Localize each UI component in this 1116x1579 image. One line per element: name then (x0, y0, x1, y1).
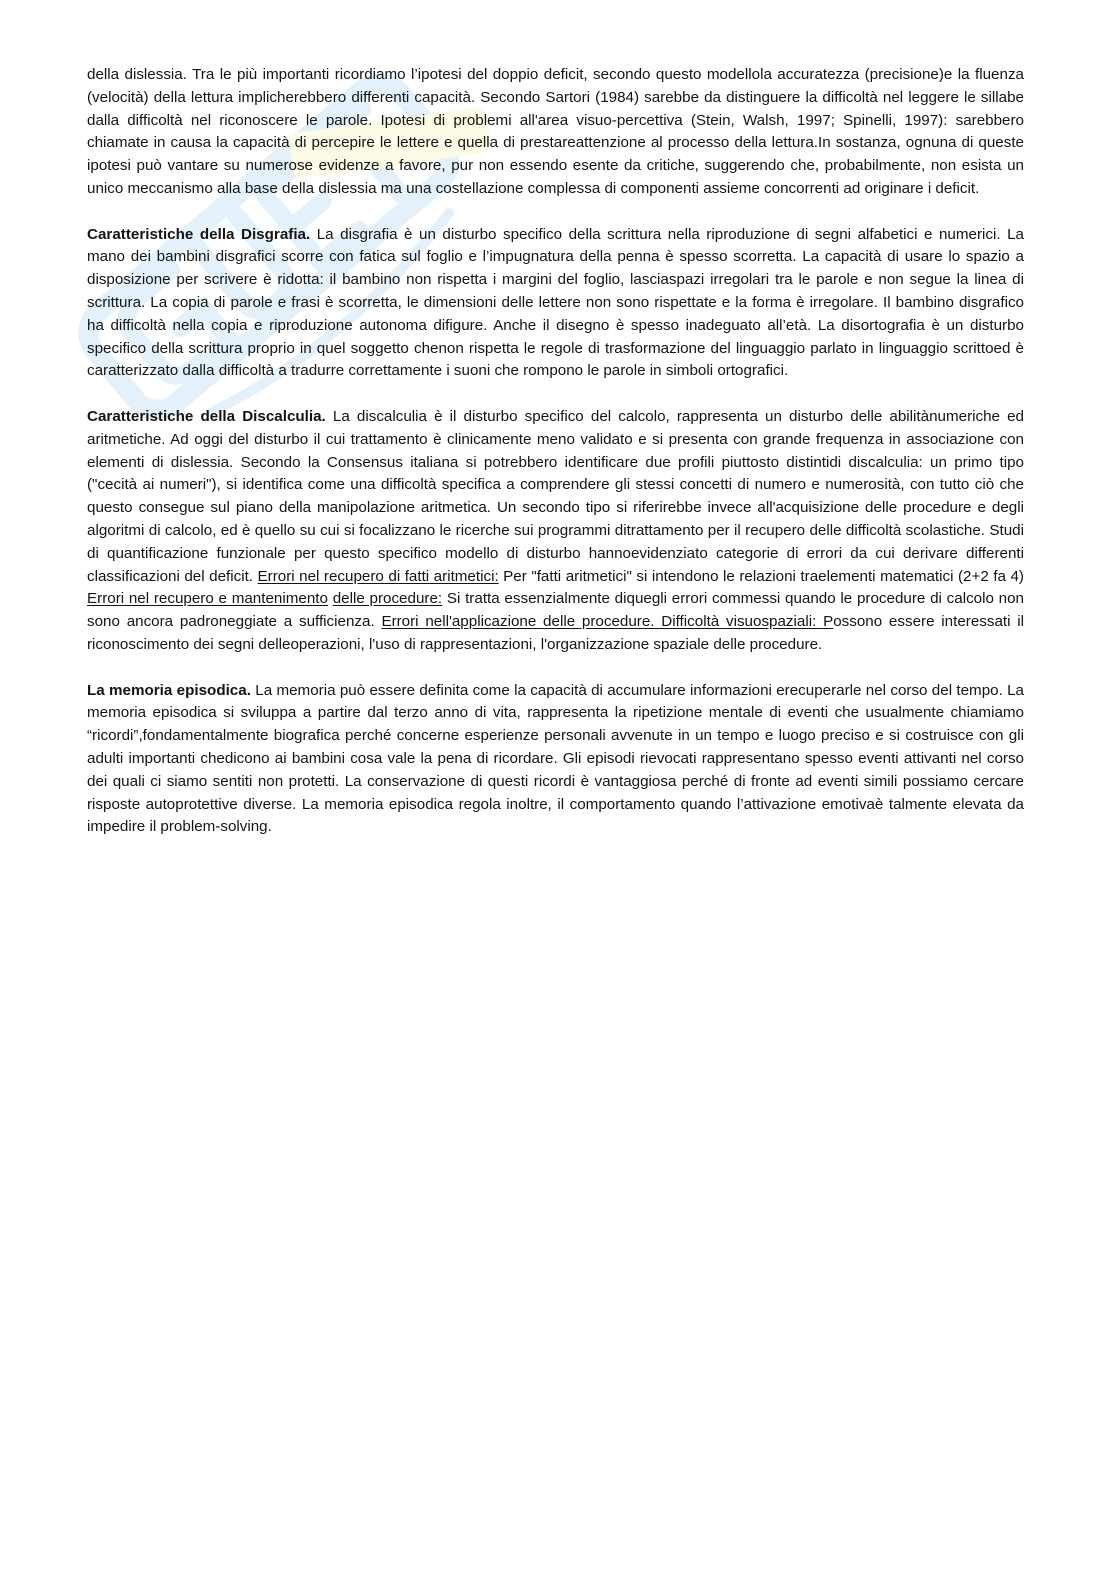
paragraph-dislessia-ipotesi (87, 64, 1024, 201)
section-heading: La memoria episodica. (87, 681, 251, 699)
underlined-term: Errori nell'applicazione delle procedure. Difficoltà visuospaziali: P (381, 613, 834, 631)
body-text: La disgrafia è un disturbo specifico della scrittura nella riproduzione di segni alfabetici e numerici. La mano dei bambini disgrafici scorre con fatica sul foglio e l’impugnatura della penna è spesso scorretta. La capacità di usare lo spazio a disposizione per scrivere è ridotta: il bambino non rispetta i margini del foglio, lasciaspazi irregolari tra le parole e non segue la linea di scrittura. La copia di parole e frasi è scorretta, le dimensioni delle lettere non sono rispettate e la forma è irregolare. Il bambino disgrafico ha difficoltà nella copia e riproduzione autonoma difigure. Anche il disegno è spesso inadeguato all’età. La disortografia è un disturbo specifico della scrittura proprio in quel soggetto chenon rispetta le regole di trasformazione del linguaggio parlato in linguaggio scrittoed è caratterizzato dalla difficoltà a tradurre correttamente i suoni che rompono le parole in simboli ortografici. (87, 225, 1025, 380)
paragraph-disgrafia (87, 224, 1024, 384)
section-heading: Caratteristiche della Discalculia. (87, 407, 326, 425)
underlined-term: Errori nel recupero di fatti aritmetici: (257, 567, 499, 585)
body-text: La discalculia è il disturbo specifico del calcolo, rappresenta un disturbo delle abilitànumeriche ed aritmetiche. Ad oggi del disturbo il cui trattamento è clinicamente meno validato e si presenta con grande frequenza in associazione con elementi di dislessia. Secondo la Consensus italiana si potrebbero identificare due profili piuttosto distintidi discalculia: un primo tipo ("cecità ai numeri"), si identifica come una difficoltà specifica a comprendere gli stessi concetti di numero e numerosità, con tutto ciò che questo consegue sul piano della manipolazione aritmetica. Un secondo tipo si riferirebbe invece all'acquisizione delle procedure e degli algoritmi di calcolo, ed è quello su cui si focalizzano le ricerche sui programmi ditrattamento per il recupero delle difficoltà scolastiche. Studi di quantificazione funzionale per questo specifico modello di disturbo hannoevidenziato categorie di errori da cui derivare differenti classificazioni del deficit. (87, 407, 1024, 585)
body-text: Per "fatti aritmetici" si intendono le relazioni traelementi matematici (2+2 fa 4) (498, 567, 1024, 585)
body-text: ossono essere interessati il riconoscimento dei segni delleoperazioni, l'uso di rappresentazioni, l'organizzazione spaziale delle procedure. (87, 613, 1025, 653)
underlined-term: Errori nel recupero e mantenimento (87, 590, 328, 608)
document-body (87, 64, 1024, 862)
underlined-term: delle procedure: (332, 590, 443, 608)
body-text: La memoria può essere definita come la capacità di accumulare informazioni erecuperarle nel corso del tempo. La memoria episodica si sviluppa a partire dal terzo anno di vita, rappresenta la ripetizione mentale di eventi che usualmente chiamiamo “ricordi”,fondamentalmente biografica perché concerne esperienze personali avvenute in un tempo e luogo preciso e si costruisce con gli adulti importanti chedicono ai bambini cosa vale la pena di ricordare. Gli episodi rievocati rappresentano spesso eventi attivanti nel corso dei quali ci siamo sentiti non protetti. La conservazione di questi ricordi è vantaggiosa perché di fronte ad eventi simili possiamo cercare risposte autoprotettive diverse. La memoria episodica regola inoltre, il comportamento quando l’attivazione emotivaè talmente elevata da impedire il problem-solving. (87, 681, 1025, 836)
paragraph-memoria-episodica (87, 680, 1024, 840)
body-text: della dislessia. Tra le più importanti ricordiamo l’ipotesi del doppio deficit, secondo questo modellola accuratezza (precisione)e la fluenza (velocità) della lettura implicherebbero differenti capacità. Secondo Sartori (1984) sarebbe da distinguere la difficoltà nel leggere le sillabe dalla difficoltà nel riconoscere le parole. Ipotesi di problemi all'area visuo-percettiva (Stein, Walsh, 1997; Spinelli, 1997): sarebbero chiamate in causa la capacità di percepire le lettere e quella di prestareattenzione al processo della lettura.In sostanza, ognuna di queste ipotesi può vantare su numerose evidenze a favore, pur non essendo esente da critiche, suggerendo che, probabilmente, non esista un unico meccanismo alla base della dislessia ma una costellazione complessa di componenti assieme concorrenti ad originare i deficit. (87, 66, 1024, 197)
body-text: Si tratta essenzialmente diquegli errori commessi quando le procedure di calcolo non sono ancora padroneggiate a sufficienza. (87, 590, 1024, 631)
paragraph-discalculia (87, 406, 1024, 657)
section-heading: Caratteristiche della Disgrafia. (87, 225, 311, 243)
